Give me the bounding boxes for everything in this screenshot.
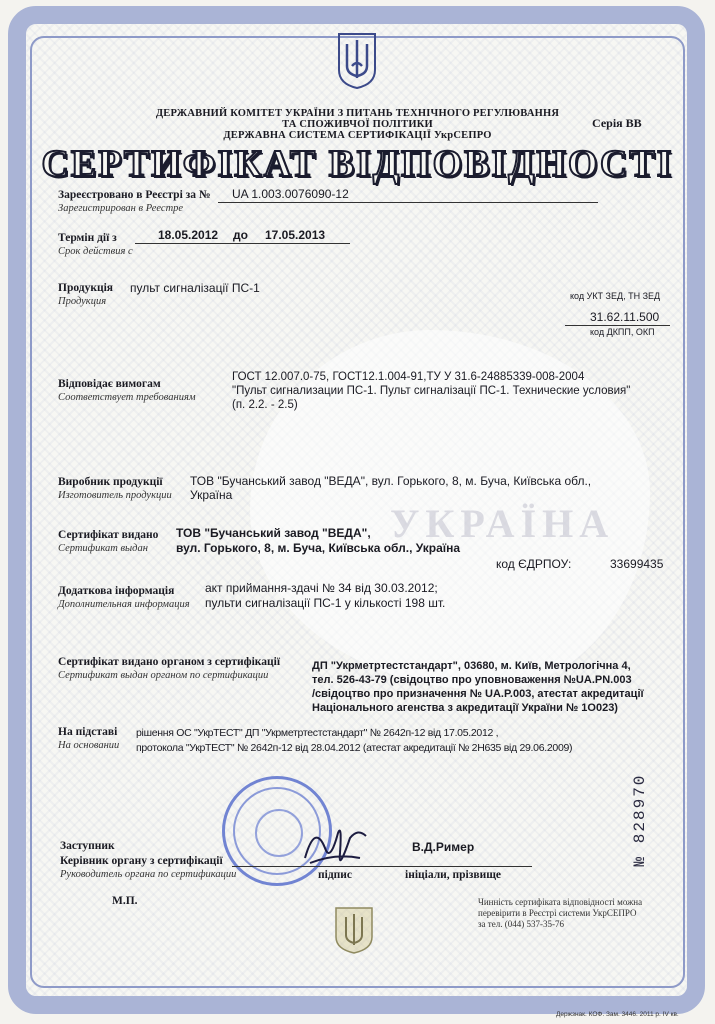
issued-to-line-1: ТОВ "Бучанський завод "ВЕДА", — [176, 526, 371, 540]
requirements-label-ru: Соответствует требованиям — [58, 392, 196, 403]
serial-number-text: № 828970 — [631, 773, 649, 867]
additional-line-2: пульти сигналізації ПС-1 у кількості 198 шт. — [205, 596, 446, 610]
validity-line-1: Чинність сертифіката відповідності можна — [478, 897, 643, 907]
mp-label: М.П. — [112, 895, 138, 907]
edrpou-label: код ЄДРПОУ: — [496, 557, 572, 571]
requirements-line-2: "Пульт сигнализации ПС-1. Пульт сигналізації ПС-1. Технические условия" — [232, 385, 631, 397]
term-underline — [135, 243, 350, 244]
certifying-body-line-1: ДП "Укрметртестстандарт", 03680, м. Київ, Метрологічна 4, — [312, 660, 631, 672]
issued-to-label: Сертифікат видано — [58, 529, 159, 541]
series-value: ВВ — [625, 116, 642, 130]
certifying-body-line-3: /свідоцтво про призначення № UA.P.003, атестат акредитації — [312, 688, 644, 700]
registry-label: Зареєстровано в Реєстрі за № — [58, 189, 211, 201]
additional-label: Додаткова інформація — [58, 585, 175, 597]
serial-number — [620, 770, 660, 870]
bottom-emblem-icon — [333, 905, 375, 955]
registry-label-ru: Зарегистрирован в Реестре — [58, 203, 184, 214]
term-label-ru: Срок действия с — [58, 246, 133, 257]
deputy-label: Заступник — [60, 840, 115, 852]
signature-underline — [232, 866, 532, 867]
basis-line-2: протокола "УкрТЕСТ" № 2642п-12 від 28.04.2012 (атестат акредитації № 2Н635 від 29.06.2009) — [136, 742, 573, 754]
code-value: 31.62.11.500 — [590, 310, 660, 324]
certifying-body-label: Сертифікат видано органом з сертифікації — [58, 656, 281, 668]
validity-line-2: перевірити в Реєстрі системи УкрСЕПРО — [478, 908, 637, 918]
additional-line-1: акт приймання-здачі № 34 від 30.03.2012; — [205, 581, 438, 595]
registry-number-value: UA 1.003.0076090-12 — [232, 187, 349, 201]
code-dkpp-label: код ДКПП, ОКП — [590, 327, 655, 337]
manufacturer-line-2: Україна — [190, 488, 233, 502]
additional-label-ru: Дополнительная информация — [58, 599, 190, 610]
trident-emblem-icon — [335, 30, 379, 90]
signer-name: В.Д.Ример — [412, 840, 475, 854]
term-to: 17.05.2013 — [265, 228, 326, 242]
manufacturer-label: Виробник продукції — [58, 476, 163, 488]
product-label-ru: Продукция — [58, 296, 107, 307]
basis-label: На підставі — [58, 726, 118, 738]
series-label: Серія — [592, 116, 623, 130]
code-uktzed-label: код УКТ ЗЕД, ТН ЗЕД — [570, 291, 661, 301]
certifying-body-line-2: тел. 526-43-79 (свідоцтво про уповноваження №UA.PN.003 — [312, 674, 632, 686]
watermark: УКРАЇНА — [390, 501, 615, 546]
requirements-line-1: ГОСТ 12.007.0-75, ГОСТ12.1.004-91,ТУ У 31.6-24885339-008-2004 — [232, 371, 585, 383]
term-label: Термін дії з — [58, 232, 117, 244]
requirements-label: Відповідає вимогам — [58, 378, 161, 390]
header-line-3: ДЕРЖАВНА СИСТЕМА СЕРТИФІКАЦІЇ УкрСЕПРО — [223, 130, 492, 141]
code-underline — [565, 325, 670, 326]
certificate-title: СЕРТИФІКАТ ВІДПОВІДНОСТІ — [41, 143, 674, 185]
edrpou-value: 33699435 — [610, 557, 664, 571]
manufacturer-label-ru: Изготовитель продукции — [58, 490, 172, 501]
product-value: пульт сигналізації ПС-1 — [130, 281, 260, 295]
head-label-ru: Руководитель органа по сертификации — [60, 869, 237, 880]
certifying-body-line-4: Національного агенства з акредитації України № 1О023) — [312, 702, 618, 714]
validity-line-3: за тел. (044) 537-35-76 — [478, 919, 564, 929]
registry-number — [232, 187, 582, 201]
product-label: Продукція — [58, 282, 113, 294]
registry-underline — [218, 202, 598, 203]
basis-line-1: рішення ОС "УкрТЕСТ" ДП "Укрметртестстандарт" № 2642п-12 від 17.05.2012 , — [136, 727, 499, 739]
term-from: 18.05.2012 — [158, 228, 219, 242]
term-to-label: до — [233, 228, 248, 242]
requirements-line-3: (п. 2.2. - 2.5) — [232, 399, 298, 411]
basis-label-ru: На основании — [58, 740, 120, 751]
head-label: Керівник органу з сертифікації — [60, 855, 223, 867]
sign-label: підпис — [318, 869, 352, 881]
manufacturer-line-1: ТОВ "Бучанський завод "ВЕДА", вул. Горького, 8, м. Буча, Київська обл., — [190, 474, 592, 488]
printer-info: Держзнак. КОФ. Зам. 3446. 2011 р. IV кв. — [556, 1011, 679, 1018]
initials-label: ініціали, прізвище — [405, 869, 502, 881]
issued-to-line-2: вул. Горького, 8, м. Буча, Київська обл., Україна — [176, 541, 461, 555]
series — [592, 116, 642, 131]
header-line-2: ТА СПОЖИВЧОЇ ПОЛІТИКИ — [282, 119, 433, 130]
header-line-1: ДЕРЖАВНИЙ КОМІТЕТ УКРАЇНИ З ПИТАНЬ ТЕХНІЧНОГО РЕГУЛЮВАННЯ — [155, 108, 560, 119]
issued-to-label-ru: Сертификат выдан — [58, 543, 148, 554]
certifying-body-label-ru: Сертификат выдан органом по сертификации — [58, 670, 269, 681]
